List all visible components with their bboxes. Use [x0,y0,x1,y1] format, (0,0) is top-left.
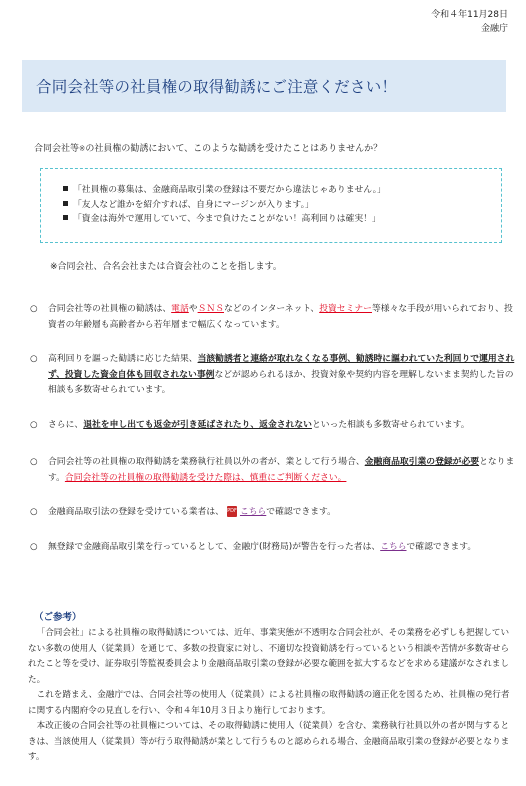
agency-name: 金融庁 [480,24,508,34]
list-item [30,455,516,486]
circle-bullet-icon: ○ [30,457,38,467]
item-text [48,302,516,333]
item-text [48,540,516,556]
list-item [30,302,516,333]
text-span: となります。 [48,457,515,483]
quote-item [63,183,501,198]
item-text [48,352,516,399]
emphasis-registration: 金融商品取引業の登録が必要 [364,457,480,467]
reference-paragraph: 本改正後の合同会社等の社員権については、その取得勧誘に使用人（従業員）を含む、業務執行社員以外の者が関与するときは、当該使用人（従業員）等が行う取得勧誘が業として行うものと認められる場合、金融商品取引業の登録が必要となります。 [28,721,510,762]
text-span: さらに、 [48,420,84,430]
item-text [48,505,516,521]
text-span: で確認できます。 [406,542,477,552]
item-text [48,418,516,434]
circle-bullet-icon: ○ [30,304,38,314]
quote-text: 「友人など誰かを紹介すれば、自身にマージンが入ります。」 [73,199,314,210]
list-item [30,505,516,521]
date-block [431,8,508,36]
text-span: 合同会社等の社員権の勧誘は、 [48,304,172,314]
footnote-note: ※合同会社、合名会社または合資会社のことを指します。 [50,262,282,272]
text-span: 金融商品取引法の登録を受けている業者は、 [48,507,224,517]
highlight-seminar: 投資セミナー [319,304,372,314]
text-span: といった相談も多数寄せられています。 [311,420,470,430]
intro-text [34,141,382,154]
reference-title: （ご参考） [34,612,82,623]
list-item [30,352,516,399]
text-span: などのインターネット、 [224,304,320,314]
intro-asterisk: ※ [79,144,86,153]
reference-body [28,626,516,766]
title-banner [22,60,506,112]
circle-bullet-icon: ○ [30,542,38,552]
text-span: で確認できます。 [266,507,336,517]
circle-bullet-icon: ○ [30,354,38,364]
quote-box [40,168,502,243]
pdf-icon[interactable]: PDF [227,506,237,517]
quote-item [63,198,501,213]
list-item [30,418,516,434]
highlight-sns: ＳＮＳ [197,304,224,314]
item-text [48,455,516,486]
page-title: 合同会社等の社員権の取得勧誘にご注意ください！ [36,78,398,96]
intro-part-c: の社員権の勧誘において、このような勧誘を受けたことはありませんか？ [85,144,383,154]
circle-bullet-icon: ○ [30,507,38,517]
text-span: 無登録で金融商品取引業を行っているとして、金融庁(財務局)が警告を行った者は、 [48,542,381,552]
intro-part-a: 合同会社等 [34,144,80,154]
highlight-phone: 電話 [171,304,189,314]
text-span: 合同会社等の社員権の取得勧誘を業務執行社員以外の者が、業として行う場合、 [48,457,365,467]
quote-text: 「資金は海外で運用していて、今まで負けたことがない！高利回りは確実！」 [73,214,381,224]
text-span: 等様々な手段が用いられており、投資者の年齢層も高齢者から若年層まで幅広くなっています。 [48,304,513,330]
circle-bullet-icon: ○ [30,420,38,430]
text-span: や [188,304,198,314]
registered-list-link[interactable]: こちら [239,507,267,517]
text-span: 高利回りを謳った勧誘に応じた結果、 [48,354,198,364]
warning-list-link[interactable]: こちら [380,542,407,552]
list-item [30,540,516,556]
emphasis-cases: 当該勧誘者と連絡が取れなくなる事例、勧誘時に謳われていた利回りで運用されず、投資した資金自体も回収されない事例 [48,354,515,380]
square-bullet-icon [63,201,68,206]
warning-text: 合同会社等の社員権の取得勧誘を受けた際は、慎重にご判断ください。 [64,472,347,483]
emphasis-refund: 退社を申し出ても返金が引き延ばされたり、返金されない [83,420,312,430]
reference-paragraph: 「合同会社」による社員権の取得勧誘については、近年、事業実態が不透明な合同会社が、その業務を必ずしも把握していない多数の使用人（従業員）を通じて、多数の投資家に対し、不適切な投資勧誘を行っているという相談や苦情が多数寄せられたこと等を受け、証券取引等監視委員会より金融商品取引業の登録が必要な範囲を拡大するなどを求める建議がなされました。 [28,628,510,685]
quote-text: 「社員権の募集は、金融商品取引業の登録は不要だから違法じゃありません。」 [73,185,386,195]
text-span: などが認められるほか、投資対象や契約内容を理解しないまま契約した旨の相談も多数寄せられています。 [48,369,514,395]
issue-date: 令和４年11月28日 [431,10,508,20]
square-bullet-icon [63,186,68,191]
square-bullet-icon [63,215,68,220]
quote-item [63,212,501,227]
reference-paragraph: これを踏まえ、金融庁では、合同会社等の使用人（従業員）による社員権の取得勧誘の適正化を図るため、社員権の発行者に関する内閣府令の見直しを行い、令和４年10月３日より施行しております。 [28,690,510,716]
